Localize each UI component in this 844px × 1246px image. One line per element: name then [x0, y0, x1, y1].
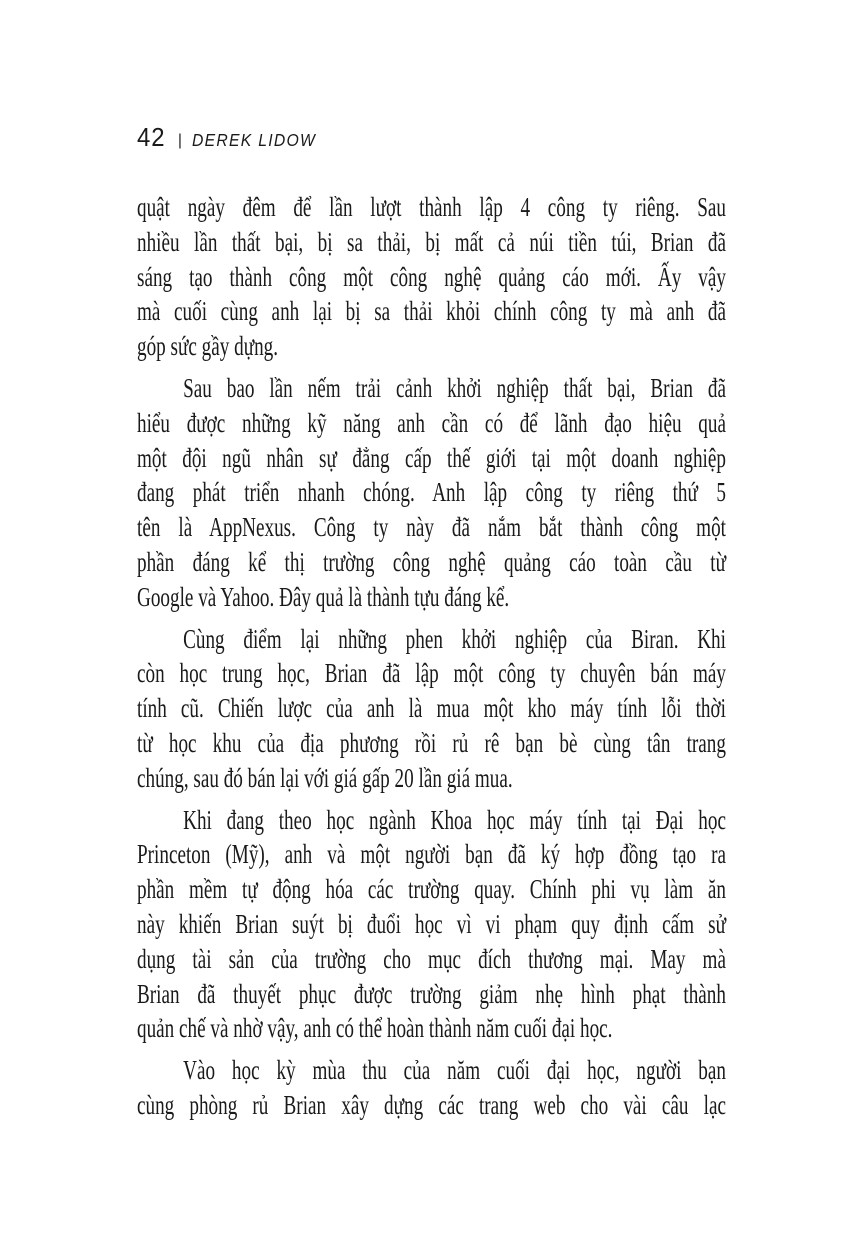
- text-line: Brian đã thuyết phục được trường giảm nhẹ hình phạt thành: [137, 978, 726, 1009]
- paragraph: [137, 371, 726, 615]
- text-line: tính cũ. Chiến lược của anh là mua một kho máy tính lỗi thời: [137, 693, 726, 724]
- text-line: Google và Yahoo. Đây quả là thành tựu đáng kể.: [137, 581, 510, 612]
- paragraph: [137, 190, 726, 364]
- text-line: Cùng điểm lại những phen khởi nghiệp của Biran. Khi: [183, 623, 726, 654]
- text-line: dụng tài sản của trường cho mục đích thương mại. May mà: [137, 943, 726, 974]
- text-line: Sau bao lần nếm trải cảnh khởi nghiệp thất bại, Brian đã: [183, 372, 726, 403]
- text-line: Vào học kỳ mùa thu của năm cuối đại học, người bạn: [183, 1055, 726, 1086]
- text-line: đang phát triển nhanh chóng. Anh lập công ty riêng thứ 5: [137, 477, 726, 508]
- body-text: [137, 190, 726, 1123]
- page-header: [137, 122, 330, 153]
- text-line: hiểu được những kỹ năng anh cần có để lãnh đạo hiệu quả: [137, 407, 726, 438]
- text-line: chúng, sau đó bán lại với giá gấp 20 lần giá mua.: [137, 762, 513, 793]
- paragraph: [137, 1053, 726, 1123]
- text-line: từ học khu của địa phương rồi rủ rê bạn bè cùng tân trang: [137, 727, 726, 758]
- paragraph: [137, 622, 726, 796]
- text-line: này khiến Brian suýt bị đuổi học vì vi phạm quy định cấm sử: [137, 908, 726, 939]
- text-line: tên là AppNexus. Công ty này đã nắm bắt thành công một: [137, 512, 726, 543]
- page-number: 42: [137, 122, 166, 152]
- text-line: cùng phòng rủ Brian xây dựng các trang web cho vài câu lạc: [137, 1089, 726, 1120]
- header-separator: |: [177, 132, 183, 149]
- text-line: sáng tạo thành công một công nghệ quảng cáo mới. Ấy vậy: [137, 261, 726, 292]
- text-line: quản chế và nhờ vậy, anh có thể hoàn thành năm cuối đại học.: [137, 1013, 613, 1044]
- text-line: phần đáng kể thị trường công nghệ quảng cáo toàn cầu từ: [137, 546, 726, 577]
- text-line: Khi đang theo học ngành Khoa học máy tính tại Đại học: [183, 804, 726, 835]
- text-line: nhiều lần thất bại, bị sa thải, bị mất cả núi tiền túi, Brian đã: [137, 226, 726, 257]
- text-line: góp sức gầy dựng.: [137, 331, 279, 362]
- text-line: một đội ngũ nhân sự đẳng cấp thế giới tại một doanh nghiệp: [137, 442, 726, 473]
- text-line: Princeton (Mỹ), anh và một người bạn đã ký hợp đồng tạo ra: [137, 839, 726, 870]
- text-line: còn học trung học, Brian đã lập một công ty chuyên bán máy: [137, 658, 726, 689]
- paragraph: [137, 803, 726, 1047]
- text-line: phần mềm tự động hóa các trường quay. Chính phi vụ làm ăn: [137, 874, 726, 905]
- text-line: quật ngày đêm để lần lượt thành lập 4 công ty riêng. Sau: [137, 192, 726, 222]
- text-line: mà cuối cùng anh lại bị sa thải khỏi chính công ty mà anh đã: [137, 296, 726, 327]
- running-title: DEREK LIDOW: [192, 130, 317, 150]
